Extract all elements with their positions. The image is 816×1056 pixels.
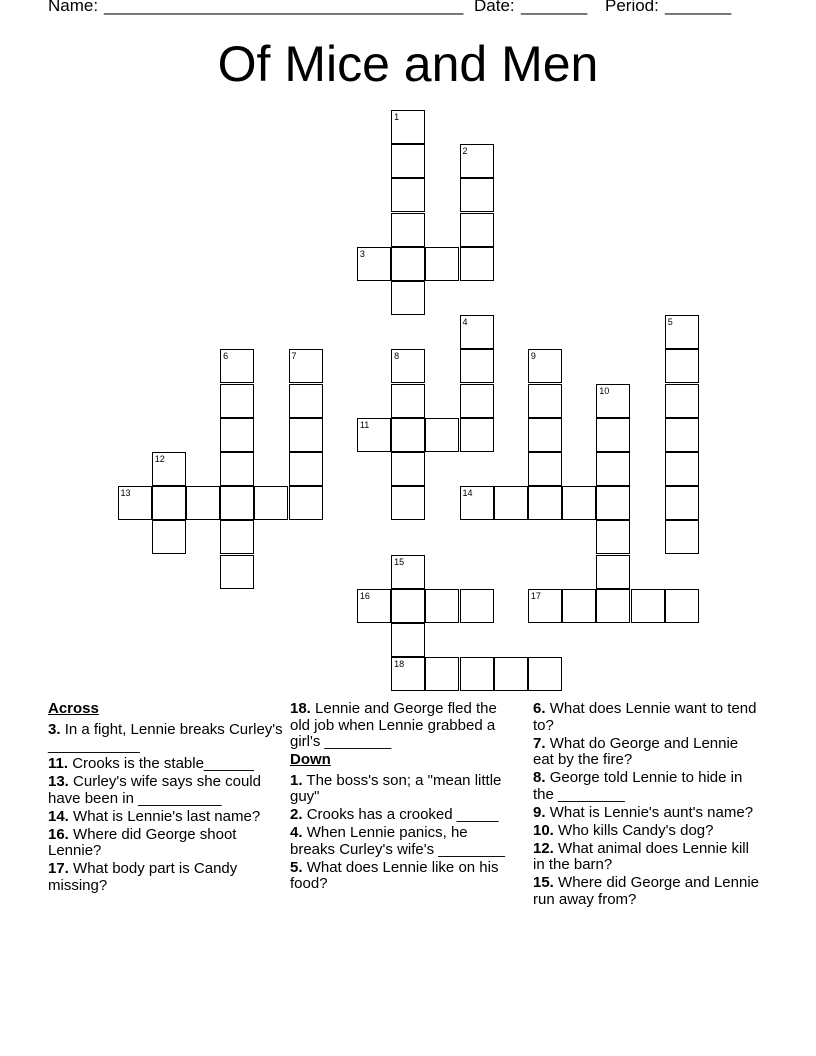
clue-down-12: 12. What animal does Lennie kill in the barn?	[533, 839, 749, 873]
clue-number: 17	[530, 590, 541, 601]
grid-cell[interactable]	[425, 418, 459, 452]
clues-column-1	[48, 701, 283, 896]
grid-cell[interactable]	[220, 349, 254, 383]
clue-down-5: 5. What does Lennie like on his food?	[290, 858, 499, 892]
period-label: Period:	[605, 0, 659, 15]
grid-cell[interactable]	[220, 486, 254, 520]
date-blank[interactable]: _______	[521, 0, 588, 15]
clue-down-6: 6. What does Lennie want to tend to?	[533, 700, 757, 734]
grid-cell[interactable]	[460, 657, 494, 691]
grid-cell[interactable]	[596, 486, 630, 520]
clue-across-16: 16. Where did George shoot Lennie?	[48, 825, 237, 859]
grid-cell[interactable]	[460, 486, 494, 520]
clue-number: 2	[462, 146, 468, 157]
clue-number: 4	[462, 317, 468, 328]
clues-column-2	[290, 701, 510, 894]
grid-cell[interactable]	[220, 418, 254, 452]
clue-across-18: 18. Lennie and George fled the old job when Lennie grabbed a girl's ________	[290, 700, 497, 750]
grid-cell[interactable]	[528, 589, 562, 623]
grid-cell[interactable]	[289, 418, 323, 452]
clue-down-7: 7. What do George and Lennie eat by the fire?	[533, 734, 739, 768]
grid-cell[interactable]	[665, 520, 699, 554]
grid-cell[interactable]	[391, 555, 425, 589]
grid-cell[interactable]	[528, 657, 562, 691]
grid-cell[interactable]	[528, 349, 562, 383]
clue-number: 16	[359, 590, 370, 601]
name-label: Name:	[48, 0, 99, 15]
clue-down-2: 2. Crooks has a crooked _____	[290, 806, 499, 823]
across-heading: Across	[48, 700, 99, 717]
grid-cell[interactable]	[152, 486, 186, 520]
clue-number: 15	[394, 556, 405, 567]
clue-number: 10	[599, 385, 610, 396]
clue-number: 18	[394, 659, 405, 670]
grid-cell[interactable]	[460, 589, 494, 623]
grid-cell[interactable]	[391, 384, 425, 418]
clue-number: 1	[394, 112, 400, 122]
clue-number: 14	[462, 488, 473, 499]
clue-down-4: 4. When Lennie panics, he breaks Curley's wife's ________	[290, 824, 506, 858]
grid-cell[interactable]	[494, 657, 528, 691]
grid-cell[interactable]	[289, 452, 323, 486]
grid-cell[interactable]	[460, 315, 494, 349]
period-blank[interactable]: _______	[665, 0, 732, 15]
grid-cell[interactable]	[596, 418, 630, 452]
grid-cell[interactable]	[596, 384, 630, 418]
grid-cell[interactable]	[425, 589, 459, 623]
clue-across-17: 17. What body part is Candy missing?	[48, 860, 238, 894]
clue-across-3: 3. In a fight, Lennie breaks Curley's ___________	[48, 720, 283, 754]
clue-across-13: 13. Curley's wife says she could have been in __________	[48, 773, 261, 807]
clue-down-9: 9. What is Lennie's aunt's name?	[533, 803, 754, 821]
grid-cell[interactable]	[254, 486, 288, 520]
grid-cell[interactable]	[118, 486, 152, 520]
grid-cell[interactable]	[494, 486, 528, 520]
grid-cell[interactable]	[596, 589, 630, 623]
clue-down-1: 1. The boss's son; a "mean little guy"	[290, 771, 502, 805]
grid-cell[interactable]	[460, 144, 494, 178]
clue-down-8: 8. George told Lennie to hide in the ________	[533, 769, 743, 803]
grid-cell[interactable]	[391, 657, 425, 691]
grid-cell[interactable]	[425, 247, 459, 281]
grid-cell[interactable]	[460, 178, 494, 212]
grid-cell[interactable]	[631, 589, 665, 623]
grid-cell[interactable]	[391, 452, 425, 486]
grid-cell[interactable]	[357, 418, 391, 452]
grid-cell[interactable]	[665, 418, 699, 452]
clue-number: 11	[359, 419, 370, 430]
clue-number: 3	[359, 248, 365, 259]
grid-cell[interactable]	[665, 384, 699, 418]
grid-cell[interactable]	[665, 349, 699, 383]
grid-cell[interactable]	[460, 349, 494, 383]
grid-cell[interactable]	[391, 349, 425, 383]
grid-cell[interactable]	[391, 486, 425, 520]
grid-cell[interactable]	[596, 452, 630, 486]
grid-cell[interactable]	[186, 486, 220, 520]
grid-cell[interactable]	[460, 384, 494, 418]
grid-cell[interactable]	[220, 520, 254, 554]
grid-cell[interactable]	[460, 247, 494, 281]
grid-cell[interactable]	[596, 520, 630, 554]
grid-cell[interactable]	[391, 281, 425, 315]
grid-cell[interactable]	[665, 452, 699, 486]
grid-cell[interactable]	[289, 486, 323, 520]
grid-cell[interactable]	[357, 247, 391, 281]
grid-cell[interactable]	[528, 418, 562, 452]
grid-cell[interactable]	[665, 589, 699, 623]
clue-across-11: 11. Crooks is the stable______	[48, 755, 254, 772]
grid-cell[interactable]	[460, 418, 494, 452]
grid-cell[interactable]	[391, 110, 425, 144]
grid-cell[interactable]	[152, 520, 186, 554]
grid-cell[interactable]	[152, 452, 186, 486]
name-blank[interactable]: ______________________________________	[104, 0, 464, 15]
grid-cell[interactable]	[665, 315, 699, 349]
clue-number: 7	[291, 351, 297, 362]
clue-down-10: 10. Who kills Candy's dog?	[533, 821, 714, 839]
clues-column-3	[533, 701, 763, 910]
grid-cell[interactable]	[391, 247, 425, 281]
grid-cell[interactable]	[665, 486, 699, 520]
clue-number: 5	[667, 317, 673, 328]
page-title: Of Mice and Men	[217, 36, 599, 92]
grid-cell[interactable]	[596, 555, 630, 589]
down-heading: Down	[290, 751, 331, 768]
grid-cell[interactable]	[391, 213, 425, 247]
grid-cell[interactable]	[220, 555, 254, 589]
grid-cell[interactable]	[528, 452, 562, 486]
clue-number: 12	[154, 454, 165, 464]
grid-cell[interactable]	[220, 452, 254, 486]
clue-number: 6	[223, 351, 229, 362]
grid-cell[interactable]	[220, 384, 254, 418]
grid-cell[interactable]	[289, 384, 323, 418]
grid-cell[interactable]	[528, 384, 562, 418]
clue-across-14: 14. What is Lennie's last name?	[48, 807, 261, 825]
clue-number: 13	[120, 488, 131, 499]
grid-cell[interactable]	[289, 349, 323, 383]
clue-down-15: 15. Where did George and Lennie run away from?	[533, 874, 760, 908]
grid-cell[interactable]	[528, 486, 562, 520]
grid-cell[interactable]	[562, 589, 596, 623]
date-label: Date:	[474, 0, 515, 15]
grid-cell[interactable]	[391, 418, 425, 452]
grid-cell[interactable]	[425, 657, 459, 691]
grid-cell[interactable]	[391, 623, 425, 657]
grid-cell[interactable]	[391, 589, 425, 623]
grid-cell[interactable]	[391, 178, 425, 212]
clue-number: 9	[530, 351, 536, 362]
clue-number: 8	[394, 351, 400, 362]
grid-cell[interactable]	[357, 589, 391, 623]
grid-cell[interactable]	[391, 144, 425, 178]
grid-cell[interactable]	[460, 213, 494, 247]
grid-cell[interactable]	[562, 486, 596, 520]
